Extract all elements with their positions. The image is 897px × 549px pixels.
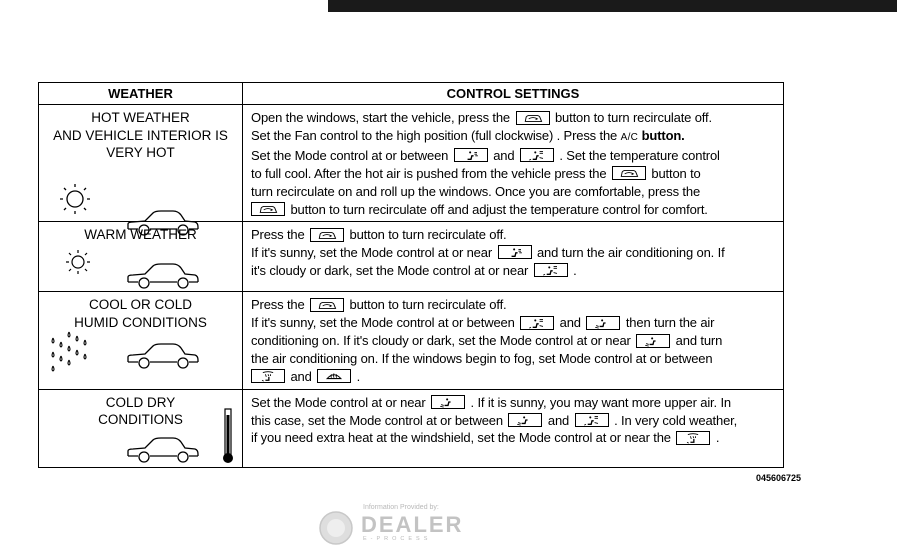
settings-text: button to turn recirculate off. [554, 110, 712, 126]
weather-label-line: VERY HOT [106, 145, 175, 161]
settings-text: then turn the air [625, 315, 715, 331]
settings-text: button to turn recirculate off. [349, 226, 507, 242]
weather-label-line: HOT WEATHER [91, 110, 190, 126]
settings-text: the air conditioning on. If the windows begin to fog, set Mode control at or between [251, 350, 713, 366]
weather-cell-cold-dry [39, 389, 243, 467]
weather-label-line: COLD DRY [105, 394, 176, 410]
settings-text: . [356, 368, 361, 384]
weather-label-line: CONDITIONS [98, 412, 183, 428]
settings-text: Open the windows, start the vehicle, press the [251, 110, 511, 126]
mix-mode-icon [251, 369, 285, 383]
recirculation-icon [612, 166, 646, 180]
panel-mode-icon [498, 245, 532, 259]
settings-text: it's cloudy or dark, set the Mode control at or near [251, 262, 529, 278]
settings-text: . If it is sunny, you may want more upper air. In [470, 394, 731, 410]
settings-text: and turn the air conditioning on. If [536, 244, 725, 260]
recirculation-icon [516, 111, 550, 125]
settings-text: conditioning on. If it's cloudy or dark, set the Mode control at or near [251, 333, 631, 349]
settings-text: If it's sunny, set the Mode control at or between [251, 315, 515, 331]
bilevel-mode-icon [575, 413, 609, 427]
panel-mode-icon [454, 148, 488, 162]
car-icon [125, 342, 201, 370]
settings-cell-hot [243, 105, 784, 222]
thermometer-icon [221, 407, 235, 465]
floor-mode-icon [636, 334, 670, 348]
settings-text: . [715, 430, 720, 446]
settings-cell-humid [243, 292, 784, 389]
dealer-watermark [318, 504, 488, 548]
table-row [39, 221, 784, 291]
settings-cell-warm [243, 221, 784, 291]
floor-mode-icon [586, 316, 620, 330]
settings-text: button to turn recirculate off. [349, 297, 507, 313]
settings-text: to full cool. After the hot air is pushed from the vehicle press the [251, 165, 607, 181]
recirculation-icon [310, 228, 344, 242]
table-row [39, 292, 784, 389]
weather-label-line: COOL OR COLD [88, 297, 193, 313]
weather-cell-hot [39, 105, 243, 222]
watermark-sub: E-PROCESS [363, 536, 432, 542]
car-icon [125, 436, 201, 464]
climate-settings-table [38, 82, 784, 468]
watermark-brand: DEALER [361, 512, 464, 537]
ac-button-label: A/C [620, 131, 639, 143]
settings-text: button. [641, 127, 685, 143]
defrost-mode-icon [317, 369, 351, 383]
control-settings-column-header: CONTROL SETTINGS [243, 83, 784, 105]
table-row [39, 105, 784, 222]
figure-code: 045606725 [756, 473, 802, 483]
recirculation-icon [251, 202, 285, 216]
settings-text: Set the Mode control at or near [251, 394, 426, 410]
settings-text: and turn [675, 333, 723, 349]
table-row [39, 389, 784, 467]
settings-text: if you need extra heat at the windshield, set the Mode control at or near the [251, 430, 671, 446]
settings-text: Press the [251, 297, 305, 313]
settings-text: and [547, 412, 570, 428]
settings-text: . [573, 262, 577, 278]
weather-cell-humid [39, 292, 243, 389]
floor-mode-icon [508, 413, 542, 427]
settings-text: this case, set the Mode control at or between [251, 412, 503, 428]
settings-cell-cold-dry [243, 389, 784, 467]
settings-text: . In very cold weather, [614, 412, 738, 428]
weather-label-line: AND VEHICLE INTERIOR IS [53, 127, 228, 143]
car-icon [125, 262, 201, 290]
weather-cell-warm [39, 221, 243, 291]
settings-text: turn recirculate on and roll up the windows. Once you are comfortable, press the [251, 183, 701, 199]
weather-label-line: WARM WEATHER [84, 226, 197, 242]
weather-label-line: HUMID CONDITIONS [74, 314, 207, 330]
rain-drops-icon [47, 330, 93, 374]
sun-icon [63, 248, 93, 276]
settings-text: and [493, 147, 515, 163]
floor-mode-icon [431, 395, 465, 409]
settings-text: and [559, 315, 581, 331]
settings-text: Set the Mode control at or between [251, 147, 449, 163]
settings-text: . Set the temperature control [559, 147, 720, 163]
sun-icon [55, 181, 95, 217]
bilevel-mode-icon [520, 148, 554, 162]
top-bar [328, 0, 897, 12]
settings-text: and [290, 368, 312, 384]
settings-text: button to [651, 165, 701, 181]
dealer-logo-icon [318, 510, 354, 546]
settings-text: Press the [251, 226, 305, 242]
settings-text: button to turn recirculate off and adjust the temperature control for comfort. [290, 201, 708, 217]
watermark-provided-by: Information Provided by: [363, 504, 439, 511]
settings-text: Set the Fan control to the high position (full clockwise) . Press the [251, 127, 618, 143]
bilevel-mode-icon [520, 316, 554, 330]
table-header-row [39, 83, 784, 105]
settings-text: If it's sunny, set the Mode control at or near [251, 244, 493, 260]
bilevel-mode-icon [534, 263, 568, 277]
weather-column-header: WEATHER [39, 83, 243, 105]
recirculation-icon [310, 298, 344, 312]
mix-mode-icon [676, 431, 710, 445]
